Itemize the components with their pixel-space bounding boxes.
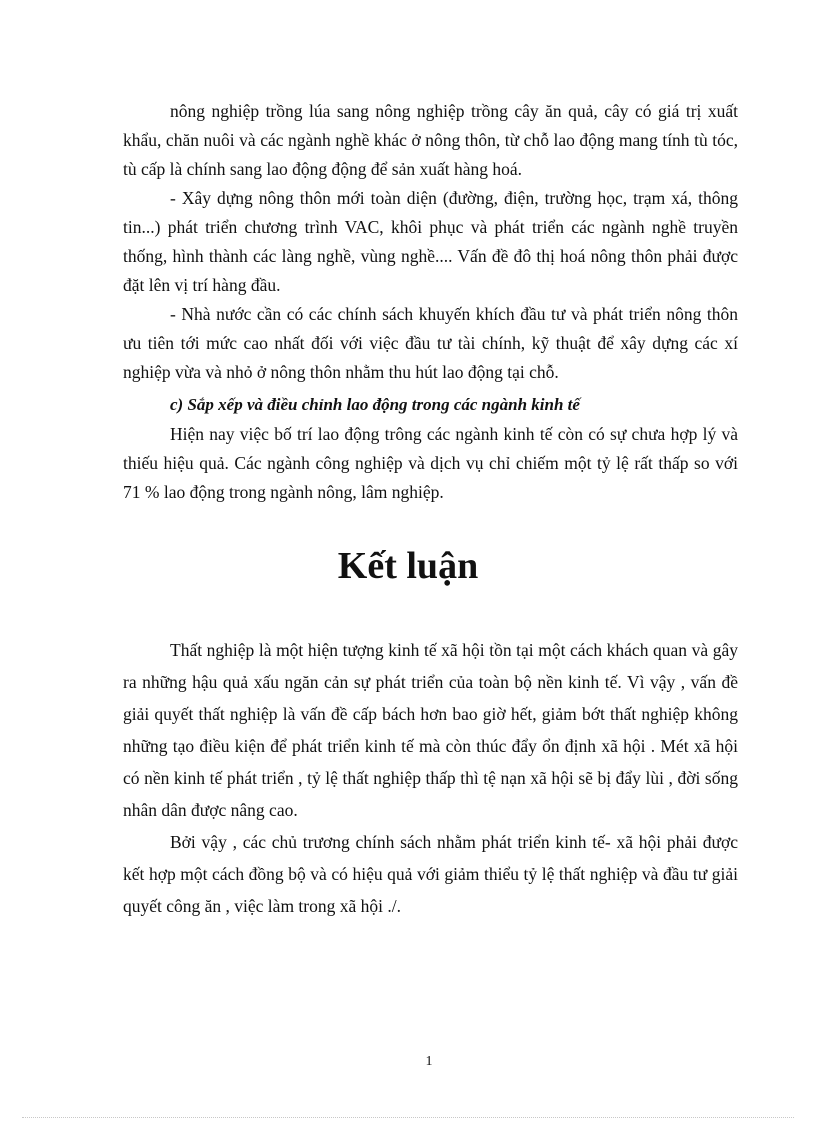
page-number: 1 (425, 1054, 433, 1069)
page-bottom-divider (22, 1117, 794, 1118)
conclusion-text (123, 634, 738, 922)
conclusion-heading: Kết luận (337, 545, 479, 587)
paragraph-state-policy: - Nhà nước cần có các chính sách khuyến khích đầu tư và phát triển nông thôn ưu tiên tới mức cao nhất đối với việc đầu tư tài chính, kỹ thuật để xây dựng các xí nghiệp vừa và nhỏ ở nông thôn nhằm thu hút lao động tại chỗ. (123, 304, 738, 382)
paragraph-rural-development: - Xây dựng nông thôn mới toàn diện (đường, điện, trường học, trạm xá, thông tin...) phát triển chương trình VAC, khôi phục và phát triển các ngành nghề truyền thống, hình thành các làng nghề, vùng nghề.... Vấn đề đô thị hoá nông thôn phải được đặt lên vị trí hàng đầu. (123, 188, 738, 295)
body-text-top (123, 97, 738, 387)
paragraph-labor-allocation: Hiện nay việc bố trí lao động trông các ngành kinh tế còn có sự chưa hợp lý và thiếu hiệu quả. Các ngành công nghiệp và dịch vụ chỉ chiếm một tỷ lệ rất thấp so với 71 % lao động trong ngành nông, lâm nghiệp. (123, 424, 738, 502)
paragraph-agriculture-shift: nông nghiệp trồng lúa sang nông nghiệp trồng cây ăn quả, cây có giá trị xuất khẩu, chăn nuôi và các ngành nghề khác ở nông thôn, từ chỗ lao động mang tính tù tóc, tù cấp là chính sang lao động động để sản xuất hàng hoá. (123, 101, 738, 179)
section-subheading: c) Sắp xếp và điều chỉnh lao động trong các ngành kinh tế (170, 395, 580, 414)
paragraph-conclusion-1: Thất nghiệp là một hiện tượng kinh tế xã hội tồn tại một cách khách quan và gây ra những hậu quả xấu ngăn cản sự phát triển của toàn bộ nền kinh tế. Vì vậy , vấn đề giải quyết thất nghiệp là vấn đề cấp bách hơn bao giờ hết, giảm bớt thất nghiệp không những tạo điều kiện để phát triển kinh tế mà còn thúc đẩy ổn định xã hội . Mét xã hội có nền kinh tế phát triển , tỷ lệ thất nghiệp thấp thì tệ nạn xã hội sẽ bị đẩy lùi , đời sống nhân dân được nâng cao. (123, 640, 738, 820)
paragraph-conclusion-2: Bởi vậy , các chủ trương chính sách nhằm phát triển kinh tế- xã hội phải được kết hợp một cách đồng bộ và có hiệu quả với giảm thiểu tỷ lệ thất nghiệp và đầu tư giải quyết công ăn , việc làm trong xã hội ./. (123, 832, 738, 916)
body-text-mid (123, 420, 738, 507)
